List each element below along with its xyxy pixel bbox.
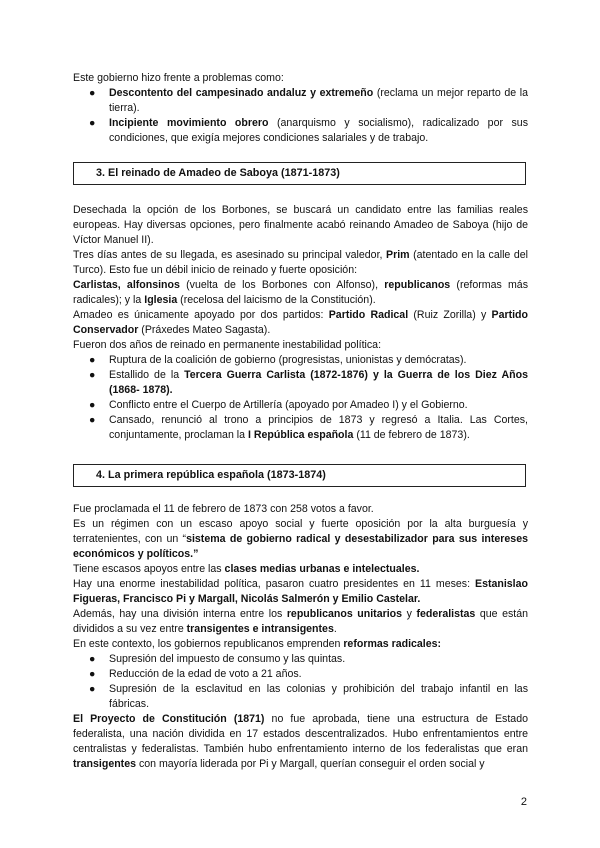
bullet-icon: ● xyxy=(89,87,96,99)
bullet-icon: ● xyxy=(89,399,96,411)
section-heading-republic: 4. La primera república española (1873-1874) xyxy=(73,464,526,487)
paragraph: Además, hay una división interna entre los republicanos unitarios y federalistas que están divididos a su vez entre transigentes e intransigentes. xyxy=(73,608,529,635)
republic-section xyxy=(73,502,528,772)
paragraph: Desechada la opción de los Borbones, se buscará un candidato entre las familias reales europeas. Hay diversas opciones, pero finalmente acabó reinando Amadeo de Saboya (hijo de Víctor Manuel II). xyxy=(73,204,528,246)
bullet-icon: ● xyxy=(89,369,96,381)
amadeo-section xyxy=(73,203,528,443)
bullet-icon: ● xyxy=(89,653,96,665)
reforms-list xyxy=(73,652,528,712)
page-number: 2 xyxy=(520,796,527,808)
problems-list xyxy=(73,86,528,146)
paragraph: Hay una enorme inestabilidad política, pasaron cuatro presidentes en 11 meses: Estanislao Figueras, Francisco Pi y Margall, Nicolás Salmerón y Emilio Castelar. xyxy=(73,578,528,605)
bullet-icon: ● xyxy=(89,117,96,129)
paragraph: Fue proclamada el 11 de febrero de 1873 con 258 votos a favor. xyxy=(73,503,374,515)
bullet-icon: ● xyxy=(89,414,96,426)
paragraph: El Proyecto de Constitución (1871) no fue aprobada, tiene una estructura de Estado federalista, una nación dividida en 17 estados descentralizados. Hubo enfrentamientos entre centralistas y federalistas. También hubo enfrentamiento interno de los federalistas que eran transigentes con mayoría liderada por Pi y Margall, querían conseguir el orden social y xyxy=(73,713,528,770)
paragraph: Tres días antes de su llegada, es asesinado su principal valedor, Prim (atentado en la calle del Turco). Esto fue un débil inicio de reinado y fuerte oposición: xyxy=(73,249,529,276)
list-item: ● Conflicto entre el Cuerpo de Artillería (apoyado por Amadeo I) y el Gobierno. xyxy=(89,399,468,411)
intro-text: Este gobierno hizo frente a problemas como: xyxy=(73,72,284,84)
paragraph: Es un régimen con un escaso apoyo social y fuerte oposición por la alta burguesía y terratenientes, con un “sistema de gobierno radical y desestabilizador para sus intereses económicos y políticos.” xyxy=(73,518,528,560)
list-item: ● Cansado, renunció al trono a principios de 1873 y regresó a Italia. Las Cortes, conjuntamente, proclaman la I República española (11 de febrero de 1873). xyxy=(89,414,528,441)
intro-section xyxy=(73,71,528,146)
list-item: ● Supresión del impuesto de consumo y las quintas. xyxy=(89,653,346,665)
bullet-icon: ● xyxy=(89,683,96,695)
paragraph: Amadeo es únicamente apoyado por dos partidos: Partido Radical (Ruiz Zorilla) y Partido Conservador (Práxedes Mateo Sagasta). xyxy=(73,309,528,336)
list-item: ● Supresión de la esclavitud en las colonias y prohibición del trabajo infantil en las fábricas. xyxy=(89,683,528,710)
paragraph: Carlistas, alfonsinos (vuelta de los Borbones con Alfonso), republicanos (reformas más radicales); y la Iglesia (recelosa del laicismo de la Constitución). xyxy=(73,279,528,306)
list-item: ● Descontento del campesinado andaluz y extremeño (reclama un mejor reparto de la tierra). xyxy=(89,87,529,114)
paragraph: Fueron dos años de reinado en permanente inestabilidad política: xyxy=(73,339,382,351)
list-item: ● Estallido de la Tercera Guerra Carlista (1872-1876) y la Guerra de los Diez Años (1868- 1878). xyxy=(89,369,528,396)
list-item: ● Reducción de la edad de voto a 21 años. xyxy=(89,668,302,680)
list-item: ● Incipiente movimiento obrero (anarquismo y socialismo), radicalizado por sus condiciones, que exigía mejores condiciones salariales y de trabajo. xyxy=(89,117,528,144)
section-heading-amadeo: 3. El reinado de Amadeo de Saboya (1871-1873) xyxy=(73,162,526,185)
paragraph: En este contexto, los gobiernos republicanos emprenden reformas radicales: xyxy=(73,638,442,650)
bullet-icon: ● xyxy=(89,668,96,680)
instability-list xyxy=(73,353,528,443)
list-item: ● Ruptura de la coalición de gobierno (progresistas, unionistas y demócratas). xyxy=(89,354,467,366)
bullet-icon: ● xyxy=(89,354,96,366)
paragraph: Tiene escasos apoyos entre las clases medias urbanas e intelectuales. xyxy=(73,563,420,575)
